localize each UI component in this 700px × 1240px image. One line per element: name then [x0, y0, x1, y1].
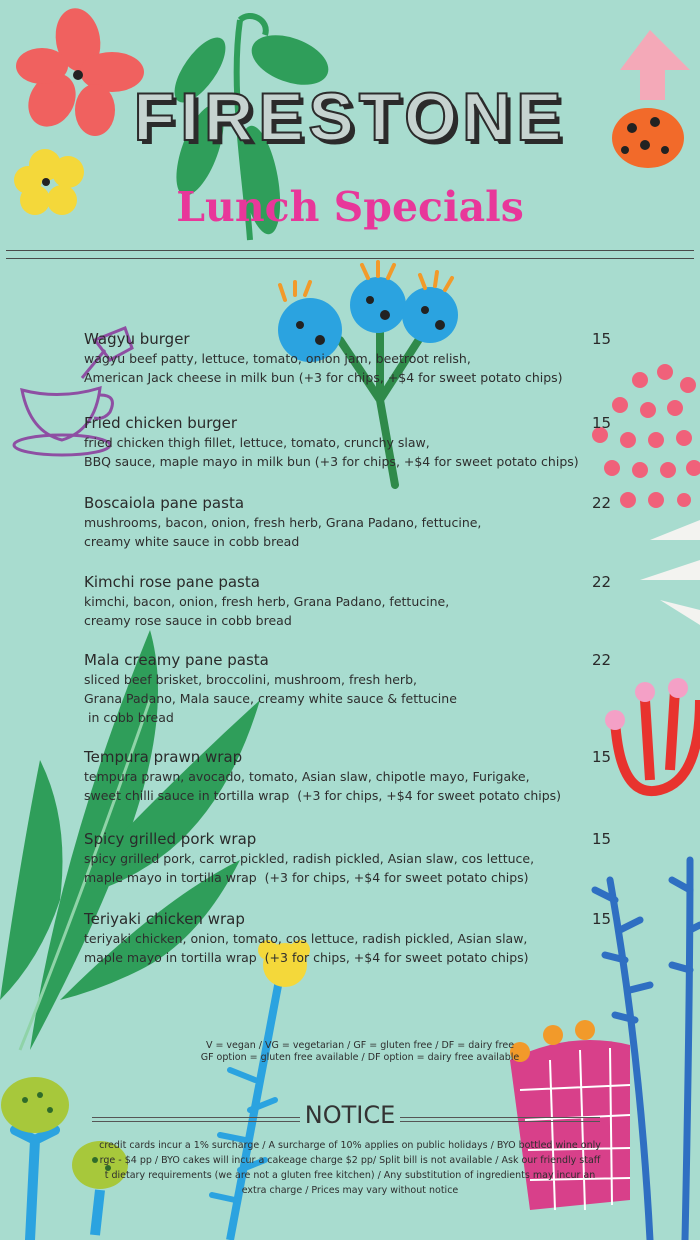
item-description: wagyu beef patty, lettuce, tomato, onion jam, beetroot relish, American Jack cheese in milk bun (+3 for chips, +$4 for sweet potato chips) [84, 351, 563, 385]
menu-item-mala-creamy-pane-pasta [84, 651, 624, 727]
menu-item-fried-chicken-burger [84, 414, 624, 471]
menu-item-spicy-grilled-pork-wrap [84, 830, 624, 887]
restaurant-name: FIRESTONE [133, 79, 567, 155]
item-name: Fried chicken burger [84, 414, 238, 432]
dietary-legend [150, 1040, 570, 1064]
item-name: Wagyu burger [84, 330, 190, 348]
header-divider-top [6, 250, 694, 251]
item-description: sliced beef brisket, broccolini, mushroom, fresh herb, Grana Padano, Mala sauce, creamy white sauce & fettucine in cobb bread [84, 672, 457, 725]
item-price: 22 [592, 494, 612, 512]
menu-item-tempura-prawn-wrap [84, 748, 624, 805]
header-divider-bottom [6, 258, 694, 259]
item-price: 15 [592, 830, 612, 848]
item-price: 15 [592, 910, 612, 928]
notice-body: credit cards incur a 1% surcharge / A surcharge of 10% applies on public holidays / BYO bottled wine only rge - $4 pp / BYO cakes will incur a cakeage charge $2 pp/ Split bill is not available / Ask our friendly staff t dietary requirements (we are not a gluten free kitchen) / Any substitution of ingredients may incur an extra charge / Prices may vary without notice [99, 1140, 601, 1196]
item-price: 22 [592, 651, 612, 669]
item-name: Tempura prawn wrap [84, 748, 243, 766]
item-price: 15 [592, 414, 612, 432]
item-description: spicy grilled pork, carrot pickled, radish pickled, Asian slaw, cos lettuce, maple mayo in tortilla wrap (+3 for chips, +$4 for sweet potato chips) [84, 851, 535, 885]
menu-item-kimchi-rose-pane-pasta [84, 573, 624, 630]
item-name: Kimchi rose pane pasta [84, 573, 260, 591]
item-description: mushrooms, bacon, onion, fresh herb, Grana Padano, fettucine, creamy white sauce in cobb bread [84, 515, 482, 549]
item-name: Spicy grilled pork wrap [84, 830, 257, 848]
notice-heading: NOTICE [304, 1101, 396, 1129]
item-name: Mala creamy pane pasta [84, 651, 269, 669]
item-price: 15 [592, 748, 612, 766]
page-subtitle: Lunch Specials [176, 183, 524, 231]
item-price: 22 [592, 573, 612, 591]
legend-line-2: GF option = gluten free available / DF option = dairy free available [200, 1052, 520, 1063]
menu-item-boscaiola-pane-pasta [84, 494, 624, 551]
item-price: 15 [592, 330, 612, 348]
item-name: Teriyaki chicken wrap [84, 910, 245, 928]
item-description: teriyaki chicken, onion, tomato, cos lettuce, radish pickled, Asian slaw, maple mayo in tortilla wrap (+3 for chips, +$4 for sweet potato chips) [84, 931, 529, 965]
item-description: fried chicken thigh fillet, lettuce, tomato, crunchy slaw, BBQ sauce, maple mayo in milk bun (+3 for chips, +$4 for sweet potato chips) [84, 435, 579, 469]
item-description: tempura prawn, avocado, tomato, Asian slaw, chipotle mayo, Furigake, sweet chilli sauce in tortilla wrap (+3 for chips, +$4 for sweet potato chips) [84, 769, 562, 803]
menu-item-teriyaki-chicken-wrap [84, 910, 624, 967]
legend-line-1: V = vegan / VG = vegetarian / GF = gluten free / DF = dairy free [205, 1040, 515, 1051]
menu-item-wagyu-burger [84, 330, 624, 387]
item-name: Boscaiola pane pasta [84, 494, 245, 512]
item-description: kimchi, bacon, onion, fresh herb, Grana Padano, fettucine, creamy rose sauce in cobb bread [84, 594, 450, 628]
white-sprig-icon [640, 520, 700, 625]
